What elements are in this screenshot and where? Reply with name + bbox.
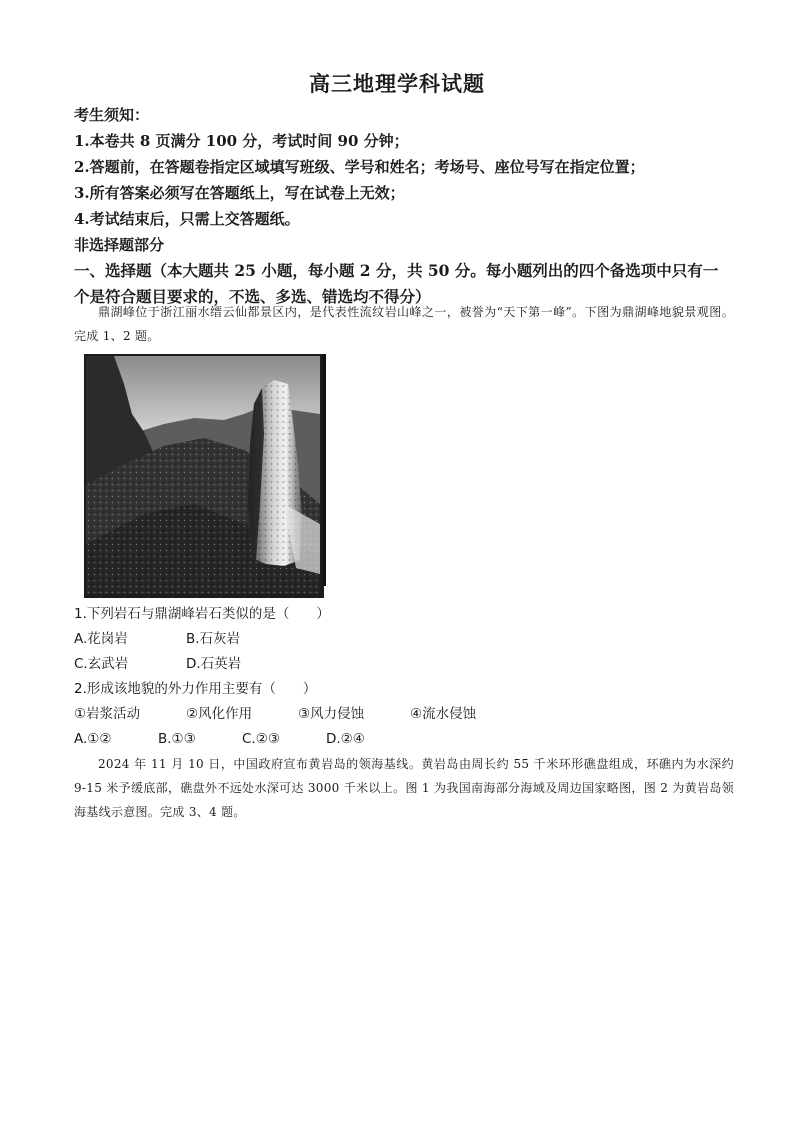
- q2-factor-4: ④流水侵蚀: [410, 706, 477, 722]
- question-2-stem: 2.形成该地貌的外力作用主要有（ ）: [74, 681, 317, 697]
- q2-factor-1: ①岩浆活动: [74, 706, 141, 722]
- notice-item-4: 4.考试结束后，只需上交答题纸。: [74, 210, 300, 228]
- q1-option-c: C.玄武岩: [74, 656, 129, 672]
- question-2: [74, 677, 734, 752]
- q1-option-d: D.石英岩: [186, 656, 242, 672]
- q1-option-b: B.石灰岩: [186, 631, 241, 647]
- section-heading-line-2: 个是符合题目要求的，不选、多选、错选均不得分）: [74, 287, 431, 306]
- notice-heading: 考生须知：: [74, 106, 150, 124]
- q2-factor-2: ②风化作用: [186, 706, 253, 722]
- notice-item-3: 3.所有答案必须写在答题纸上，写在试卷上无效；: [74, 184, 405, 202]
- q2-option-c: C.②③: [242, 731, 280, 747]
- passage-huangyan-island: 2024 年 11 月 10 日，中国政府宣布黄岩岛的领海基线。黄岩岛由周长约 55 千米环形礁盘组成，环礁内为水深约 9-15 米予缓底部，礁盘外不远处水深可达 3000 千米以上。图 1 为我国南海部分海域及周边国家略图，图 2 为黄岩岛领海基线示意图。完成 3、4 题。: [74, 757, 734, 819]
- question-1: [74, 602, 734, 677]
- question-1-stem: 1.下列岩石与鼎湖峰岩石类似的是（ ）: [74, 606, 330, 622]
- passage-dinghu-peak: 鼎湖峰位于浙江丽水缙云仙都景区内，是代表性流纹岩山峰之一，被誉为“天下第一峰”。下图为鼎湖峰地貌景观图。完成 1、2 题。: [74, 305, 734, 343]
- dinghu-peak-photo: [84, 354, 324, 598]
- page-title: 高三地理学科试题: [309, 71, 485, 96]
- section-heading-line-1: 一、选择题（本大题共 25 小题，每小题 2 分，共 50 分。每小题列出的四个备选项中只有一: [74, 261, 719, 280]
- exam-notice: [74, 102, 734, 310]
- notice-item-1: 1.本卷共 8 页满分 100 分，考试时间 90 分钟；: [74, 132, 409, 150]
- q2-option-a: A.①②: [74, 731, 112, 747]
- q2-option-d: D.②④: [326, 731, 365, 747]
- notice-item-2: 2.答题前，在答题卷指定区域填写班级、学号和姓名；考场号、座位号写在指定位置；: [74, 158, 645, 176]
- photo-border: [323, 354, 326, 586]
- q2-factor-3: ③风力侵蚀: [298, 706, 365, 722]
- q1-option-a: A.花岗岩: [74, 631, 128, 647]
- part-label: 非选择题部分: [74, 236, 165, 254]
- q2-option-b: B.①③: [158, 731, 196, 747]
